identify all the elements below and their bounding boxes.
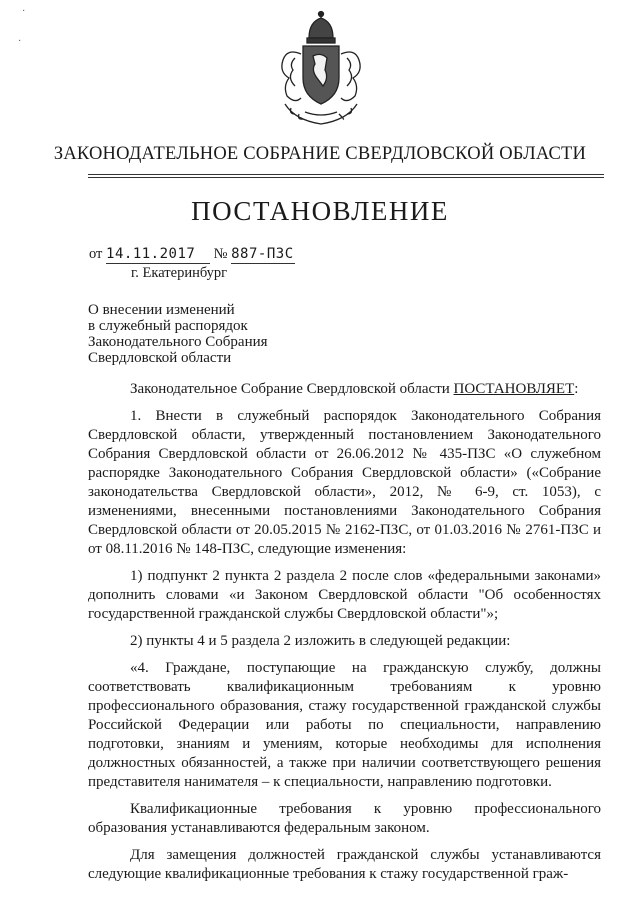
subject-line: Свердловской области	[88, 350, 232, 366]
paragraph-qualification-education: Квалификационные требования к уровню профессионального образования устанавливаются федеральным законом.	[88, 801, 601, 836]
coat-of-arms-emblem	[265, 8, 377, 136]
number-value: 887-ПЗС	[231, 246, 294, 262]
header-rule-second	[88, 177, 604, 178]
scan-speck: ·	[22, 6, 26, 17]
date-number-line	[89, 246, 295, 264]
document-type-title: ПОСТАНОВЛЕНИЕ	[191, 196, 449, 226]
date-value: 14.11.2017	[106, 246, 196, 262]
paragraph-subitem-1: 1) подпункт 2 пункта 2 раздела 2 после слов «федеральными законами» дополнить словами «и Законом Свердловской области "Об особенностях государственной гражданской службы Свердловской области"»;	[88, 568, 601, 622]
preamble-colon: :	[574, 381, 579, 397]
number-field	[231, 246, 295, 264]
date-field	[106, 246, 210, 264]
paragraph-item-1: 1. Внести в служебный распорядок Законодательного Собрания Свердловской области, утвержденный постановлением Законодательного Собрания Свердловской области от 26.06.2012 № 435-ПЗС «О служебном распорядке Законодательного Собрания Свердловской области» («Собрание законодательства Свердловской области», 2012, № 6-9, ст. 1053), с изменениями, внесенными постановлениями Законодательного Собрания Свердловской области от 20.05.2015 № 2162-ПЗС, от 01.03.2016 № 2761-ПЗС и от 08.11.2016 № 148-ПЗС, следующие изменения:	[88, 408, 601, 557]
paragraph-subitem-2: 2) пункты 4 и 5 раздела 2 изложить в следующей редакции:	[130, 633, 511, 649]
paragraph-point-4: «4. Граждане, поступающие на гражданскую службу, должны соответствовать квалификационным требованиям к уровню профессионального образования, стажу государственной гражданской службы Российской Федерации или работы по специальности, направлению подготовки, знаниям и умениям, которые необходимы для исполнения должностных обязанностей, а также при наличии соответствующего решения представителя нанимателя – к специальности, направлению подготовки.	[88, 660, 601, 790]
scan-speck: ·	[18, 36, 22, 47]
subject-line: Законодательного Собрания	[88, 334, 268, 350]
organization-name: ЗАКОНОДАТЕЛЬНОЕ СОБРАНИЕ СВЕРДЛОВСКОЙ ОБЛАСТИ	[53, 144, 587, 164]
resolves-word: ПОСТАНОВЛЯЕТ	[453, 381, 575, 397]
header-rule	[88, 174, 604, 175]
preamble-text: Законодательное Собрание Свердловской области	[130, 381, 450, 397]
preamble-paragraph	[88, 380, 601, 399]
document-body	[88, 380, 601, 884]
subject-block	[88, 302, 268, 366]
number-prefix: №	[213, 246, 228, 262]
subject-line: в служебный распорядок	[88, 318, 248, 334]
city: г. Екатеринбург	[131, 265, 228, 281]
paragraph-qualification-experience: Для замещения должностей гражданской службы устанавливаются следующие квалификационные требования к стажу государственной граж-	[88, 847, 601, 882]
subject-line: О внесении изменений	[88, 302, 235, 318]
date-prefix: от	[89, 246, 103, 262]
